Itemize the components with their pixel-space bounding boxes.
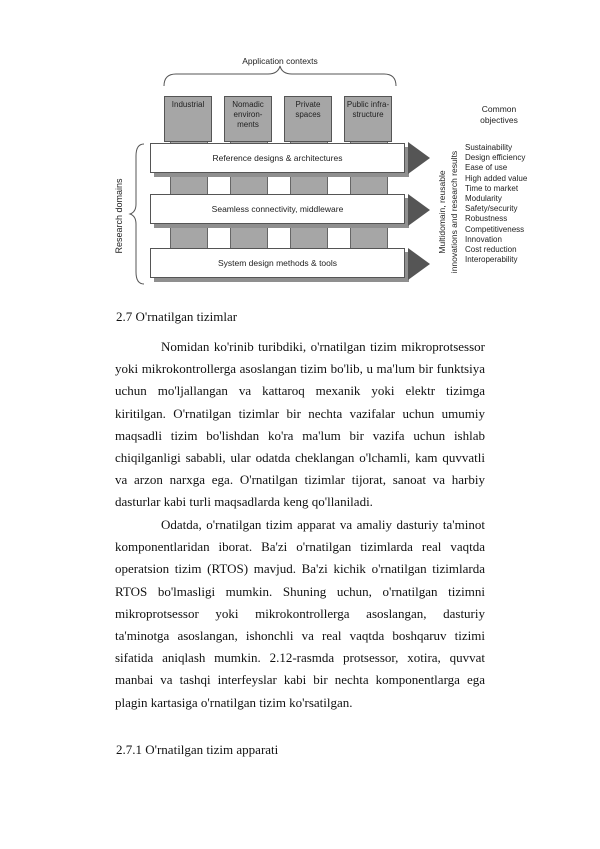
multidomain-label: Multidomain, reusable: [437, 170, 447, 254]
research-framework-diagram: [0, 0, 600, 300]
application-contexts-label: Application contexts: [242, 56, 318, 66]
objective-item: Safety/security: [465, 204, 518, 214]
layer-reference-designs: Reference designs & architectures: [150, 143, 405, 173]
left-brace: [128, 140, 148, 290]
objective-item: Innovation: [465, 234, 502, 244]
objective-item: Interoperability: [465, 255, 518, 265]
context-public-infrastructure: Public infra-structure: [344, 96, 392, 142]
paragraph-2: Odatda, o'rnatilgan tizim apparat va amaliy dasturiy ta'minot komponentlaridan iborat. Ba'zi o'rnatilgan tizimlarda real vaqtda operatsion tizim (RTOS) mavjud. Ba'zi kichik o'rnatilgan tizimlarda RTOS bo'lmasligi mumkin. Shuning uchun, o'rnatilgan tizimni mikroprotsessor yoki mikrokontrollerga asoslangan, dasturiy ta'minotga asoslangan, ishonchli va real vaqtda boshqaruv tizimi sifatida aniqlash mumkin. 2.12-rasmda protsessor, xotira, quvvat manbai va tashqi interfeyslar kabi bir nechta komponentlarga ega plagin kartasiga o'rnatilgan tizim ko'rsatilgan.: [115, 517, 485, 710]
objective-item: Sustainability: [465, 143, 513, 152]
objective-item: Time to market: [465, 183, 519, 193]
section-heading: 2.7 O'rnatilgan tizimlar: [116, 309, 238, 324]
objective-item: Robustness: [465, 214, 508, 224]
objective-item: Competitiveness: [465, 224, 525, 234]
top-brace: [160, 64, 400, 88]
objective-item: Cost reduction: [465, 245, 517, 255]
context-private-spaces: Private spaces: [284, 96, 332, 142]
layer-arrows: [408, 140, 438, 285]
objective-item: High added value: [465, 173, 528, 183]
objectives-title: Common objectives: [480, 104, 518, 125]
arrow-right-icon: [408, 248, 430, 280]
subsection-heading: 2.7.1 O'rnatilgan tizim apparati: [116, 742, 279, 757]
arrow-right-icon: [408, 142, 430, 174]
objective-item: Ease of use: [465, 163, 508, 173]
context-nomadic: Nomadic environ-ments: [224, 96, 272, 142]
context-industrial: Industrial: [164, 96, 212, 142]
objectives-list: [465, 143, 527, 265]
layer-system-design: System design methods & tools: [150, 248, 405, 278]
paragraph-1: Nomidan ko'rinib turibdiki, o'rnatilgan tizim mikroprotsessor yoki mikrokontrollerga asoslangan tizim bo'lib, u ma'lum bir funktsiya uchun mo'ljallangan va kattaroq mexanik yoki elektr tizimga kiritilgan. O'rnatilgan tizimlar bir nechta vazifalar uchun umumiy maqsadli tizim bo'lishdan ko'ra ma'lum bir vazifa uchun ishlab chiqilganligi sababli, ular odatda cheklangan o'lchamli, kam quvvatli va arzon narxga ega. O'rnatilgan tizimlar tijorat, sanoat va harbiy dasturlar kabi turli maqsadlarda keng qo'llaniladi.: [115, 339, 485, 510]
research-domains-label: Research domains: [114, 178, 124, 254]
arrow-right-icon: [408, 194, 430, 226]
objective-item: Design efficiency: [465, 153, 526, 163]
layer-connectivity: Seamless connectivity, middleware: [150, 194, 405, 224]
objective-item: Modularity: [465, 194, 502, 204]
innovations-label: innovations and research results: [449, 150, 459, 274]
